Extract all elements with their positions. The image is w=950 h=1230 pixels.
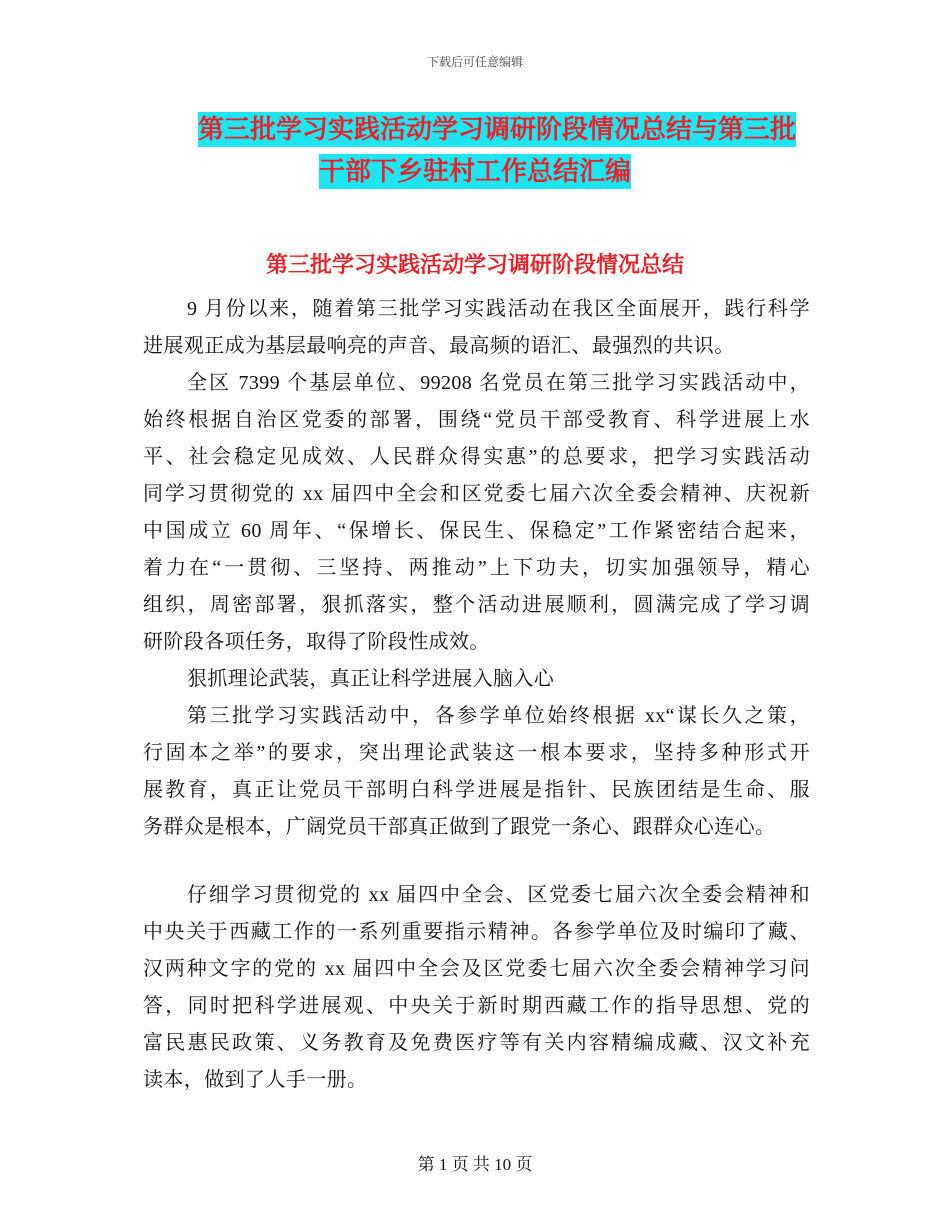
paragraph-line: 进展观正成为基层最响亮的声音、最高频的语汇、最强烈的共识。 bbox=[143, 335, 735, 357]
paragraph-line: 读本，做到了人手一册。 bbox=[143, 1069, 368, 1091]
paragraph bbox=[143, 291, 810, 365]
download-note: 下载后可任意编辑 bbox=[426, 55, 523, 69]
paragraph-line: 狠抓理论武装，真正让科学进展入脑入心 bbox=[187, 668, 555, 690]
paragraph-line: 中央关于西藏工作的一系列重要指示精神。各参学单位及时编印了藏、 bbox=[143, 921, 810, 943]
page-number: 第 1 页 共 10 页 bbox=[417, 1155, 533, 1174]
paragraph-line: 富民惠民政策、义务教育及免费医疗等有关内容精编成藏、汉文补充 bbox=[143, 1032, 810, 1054]
paragraph-line: 汉两种文字的党的 xx 届四中全会及区党委七届六次全委会精神学习问 bbox=[143, 958, 810, 980]
paragraph bbox=[143, 365, 810, 661]
paragraph-line: 中国成立 60 周年、“保增长、保民生、保稳定”工作紧密结合起来， bbox=[143, 520, 810, 542]
blank-line bbox=[143, 846, 810, 877]
paragraph bbox=[143, 661, 810, 698]
paragraph bbox=[143, 698, 810, 846]
paragraph-line: 始终根据自治区党委的部署，围绕“党员干部受教育、科学进展上水 bbox=[143, 409, 810, 431]
title-line bbox=[0, 151, 950, 193]
paragraph-line: 答，同时把科学进展观、中央关于新时期西藏工作的指导思想、党的 bbox=[143, 995, 810, 1017]
title-line-text: 干部下乡驻村工作总结汇编 bbox=[319, 154, 631, 189]
paragraph bbox=[143, 877, 810, 1099]
paragraph-line: 同学习贯彻党的 xx 届四中全会和区党委七届六次全委会精神、庆祝新 bbox=[143, 483, 810, 505]
paragraph-line: 全区 7399 个基层单位、99208 名党员在第三批学习实践活动中， bbox=[187, 372, 810, 394]
section-heading: 第三批学习实践活动学习调研阶段情况总结 bbox=[265, 252, 684, 277]
paragraph-line: 行固本之举”的要求，突出理论武装这一根本要求，坚持多种形式开 bbox=[143, 742, 810, 764]
paragraph-line: 第三批学习实践活动中，各参学单位始终根据 xx“谋长久之策， bbox=[187, 705, 810, 727]
document-title bbox=[0, 109, 950, 193]
body-text bbox=[143, 291, 810, 1099]
paragraph-line: 着力在“一贯彻、三坚持、两推动”上下功夫，切实加强领导，精心 bbox=[143, 557, 810, 579]
title-line-text: 第三批学习实践活动学习调研阶段情况总结与第三批 bbox=[198, 112, 796, 147]
title-line bbox=[0, 109, 950, 151]
paragraph-line: 9 月份以来，随着第三批学习实践活动在我区全面展开，践行科学 bbox=[187, 298, 810, 320]
paragraph-line: 展教育，真正让党员干部明白科学进展是指针、民族团结是生命、服 bbox=[143, 779, 810, 801]
paragraph-line: 仔细学习贯彻党的 xx 届四中全会、区党委七届六次全委会精神和 bbox=[187, 884, 810, 906]
paragraph-line: 务群众是根本，广阔党员干部真正做到了跟党一条心、跟群众心连心。 bbox=[143, 816, 776, 838]
paragraph-line: 平、社会稳定见成效、人民群众得实惠”的总要求，把学习实践活动 bbox=[143, 446, 810, 468]
paragraph-line: 组织，周密部署，狠抓落实，整个活动进展顺利，圆满完成了学习调 bbox=[143, 594, 810, 616]
paragraph-line: 研阶段各项任务，取得了阶段性成效。 bbox=[143, 631, 490, 653]
